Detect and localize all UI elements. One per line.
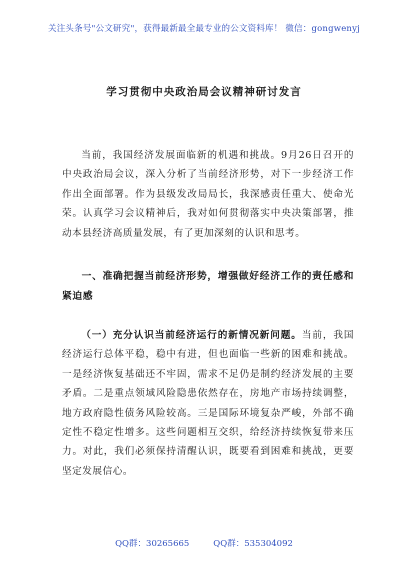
footer-qq-group-2: QQ群：535304092 (213, 539, 293, 549)
intro-paragraph: 当前，我国经济发展面临新的机遇和挑战。9月26日召开的中央政治局会议，深入分析了当前经济形势，对下一步经济工作作出全面部署。作为县级发改局局长，我深感责任重大、使命光荣。认真学习会议精神后，我对如何贯彻落实中央决策部署，推动本县经济高质量发展，有了更加深刻的认识和思考。 (62, 150, 354, 239)
footer-qq-group-1: QQ群：30265665 (115, 539, 190, 549)
document-title: 学习贯彻中央政治局会议精神研讨发言 (106, 86, 302, 98)
subsection-body: 当前，我国经济运行总体平稳，稳中有进，但也面临一些新的困难和挑战。一是经济恢复基础还不牢固，需求不足仍是制约经济发展的主要矛盾。二是重点领域风险隐患依然存在，房地产市场持续调整，地方政府隐性债务风险较高。三是国际环境复杂严峻，外部不确定性不稳定性增多。这些问题相互交织，给经济持续恢复带来压力。对此，我们必须保持清醒认识，既要看到困难和挑战，更要坚定发展信心。 (62, 330, 354, 477)
subsection-paragraph (62, 326, 354, 481)
footer (0, 537, 408, 549)
subsection-heading: （一）充分认识当前经济运行的新情况新问题。 (81, 330, 302, 341)
header-banner: 关注头条号"公文研究"，获得最新最全最专业的公文资料库！ 微信：gongwenyj (48, 24, 360, 34)
section-heading: 一、准确把握当前经济形势，增强做好经济工作的责任感和紧迫感 (62, 271, 354, 302)
